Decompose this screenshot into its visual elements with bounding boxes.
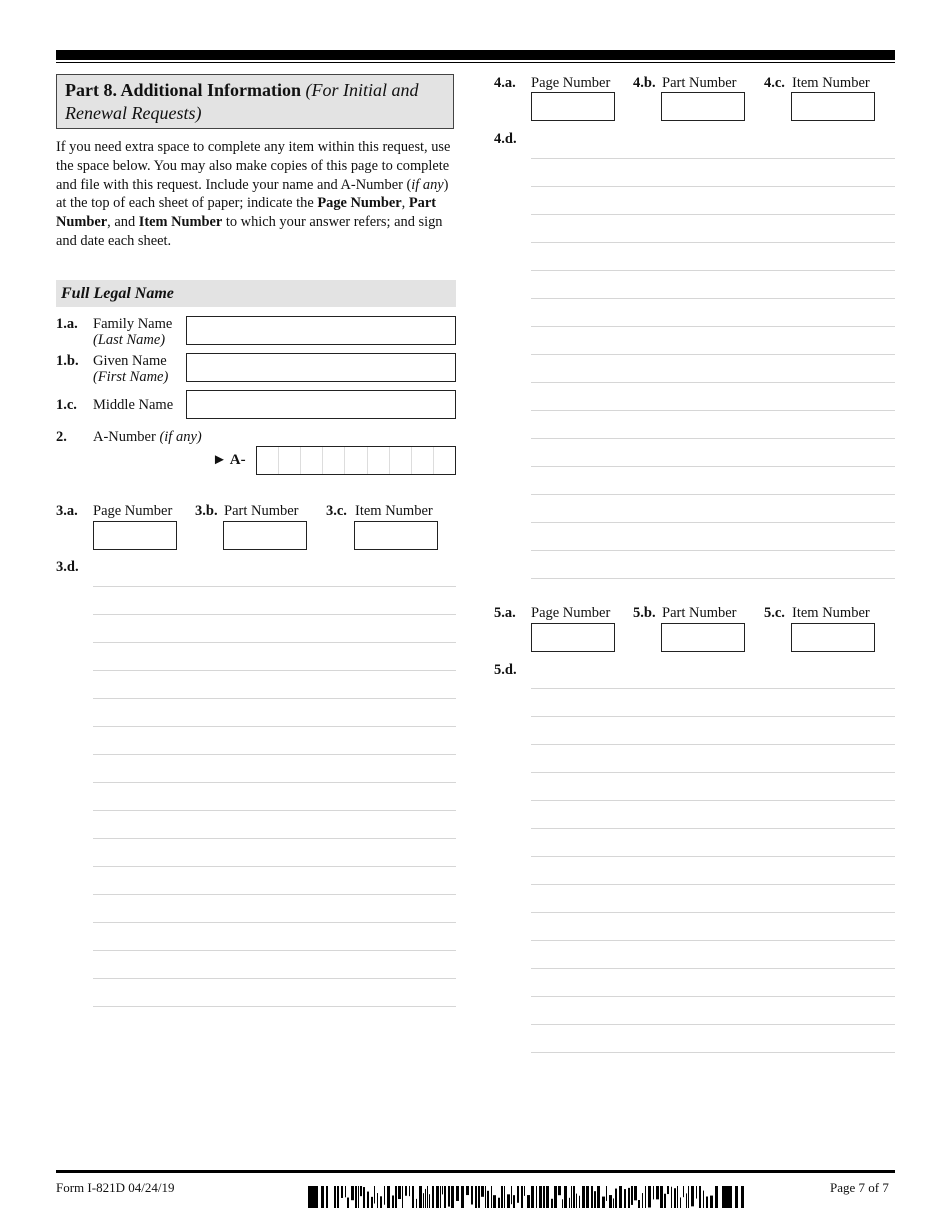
writing-line bbox=[531, 1024, 895, 1025]
item-number-1a: 1.a. bbox=[56, 316, 78, 332]
writing-line bbox=[93, 1006, 456, 1007]
intro-text-1: If you need extra space to complete any item within this request, use the space below. You may also make copies of this page to complete and file with this request. Include your name and A-Number ( bbox=[56, 139, 451, 193]
item-number-3c: 3.c. bbox=[326, 503, 347, 519]
part-number-label-5: Part Number bbox=[662, 605, 737, 621]
intro-if-any: if any bbox=[411, 176, 444, 193]
part-title bbox=[65, 79, 445, 125]
item-number-4c: 4.c. bbox=[764, 75, 785, 91]
item-number-5a: 5.a. bbox=[494, 605, 516, 621]
intro-item-number: Item Number bbox=[138, 214, 223, 231]
additional-info-lines-5[interactable] bbox=[531, 688, 895, 1058]
writing-line bbox=[531, 772, 895, 773]
intro-part-number: Part Number bbox=[56, 195, 437, 231]
item-number-1b: 1.b. bbox=[56, 353, 79, 369]
writing-line bbox=[531, 828, 895, 829]
writing-line bbox=[531, 270, 895, 271]
page-number-input-4[interactable] bbox=[531, 92, 615, 121]
item-number-3d: 3.d. bbox=[56, 559, 79, 575]
item-number-2: 2. bbox=[56, 429, 67, 445]
writing-line bbox=[531, 186, 895, 187]
family-name-input[interactable] bbox=[186, 316, 456, 345]
page-number-input-3[interactable] bbox=[93, 521, 177, 550]
writing-line bbox=[93, 726, 456, 727]
intro-text-3: to which your answer refers; and sign and date each sheet. bbox=[56, 214, 443, 249]
item-number-label-4: Item Number bbox=[792, 75, 870, 91]
page-number-label-5: Page Number bbox=[531, 605, 611, 621]
top-rule bbox=[56, 50, 895, 60]
writing-line bbox=[531, 578, 895, 579]
writing-line bbox=[531, 688, 895, 689]
part-number-label-3: Part Number bbox=[224, 503, 299, 519]
intro-comma-2: , and bbox=[107, 214, 139, 231]
writing-line bbox=[531, 800, 895, 801]
additional-info-lines-4[interactable] bbox=[531, 158, 895, 588]
writing-line bbox=[531, 298, 895, 299]
writing-line bbox=[93, 586, 456, 587]
a-number-label bbox=[93, 429, 202, 445]
page-number-input-5[interactable] bbox=[531, 623, 615, 652]
family-name-label-text: Family Name bbox=[93, 316, 173, 332]
writing-line bbox=[531, 968, 895, 969]
writing-line bbox=[93, 782, 456, 783]
writing-line bbox=[531, 242, 895, 243]
middle-name-input[interactable] bbox=[186, 390, 456, 419]
writing-line bbox=[531, 466, 895, 467]
part-number-input-5[interactable] bbox=[661, 623, 745, 652]
writing-line bbox=[531, 940, 895, 941]
part-number-label: Part 8. Additional Information bbox=[65, 80, 302, 100]
item-number-label-5: Item Number bbox=[792, 605, 870, 621]
a-number-sub: (if any) bbox=[159, 429, 202, 445]
part-header bbox=[56, 74, 454, 129]
item-number-input-3[interactable] bbox=[354, 521, 438, 550]
writing-line bbox=[531, 996, 895, 997]
writing-line bbox=[93, 838, 456, 839]
item-number-4b: 4.b. bbox=[633, 75, 656, 91]
item-number-5d: 5.d. bbox=[494, 662, 517, 678]
writing-line bbox=[531, 438, 895, 439]
writing-line bbox=[93, 698, 456, 699]
writing-line bbox=[531, 856, 895, 857]
writing-line bbox=[531, 158, 895, 159]
section-heading-full-legal-name: Full Legal Name bbox=[56, 280, 456, 307]
given-name-input[interactable] bbox=[186, 353, 456, 382]
writing-line bbox=[531, 494, 895, 495]
writing-line bbox=[93, 978, 456, 979]
writing-line bbox=[531, 382, 895, 383]
part-number-input-4[interactable] bbox=[661, 92, 745, 121]
middle-name-label: Middle Name bbox=[93, 397, 174, 413]
item-number-3a: 3.a. bbox=[56, 503, 78, 519]
writing-line bbox=[531, 1052, 895, 1053]
item-number-4d: 4.d. bbox=[494, 131, 517, 147]
writing-line bbox=[93, 670, 456, 671]
family-name-sub: (Last Name) bbox=[93, 332, 166, 348]
writing-line bbox=[93, 894, 456, 895]
given-name-sub: (First Name) bbox=[93, 369, 169, 385]
a-number-label-text: A-Number bbox=[93, 429, 156, 445]
form-id: Form I-821D 04/24/19 bbox=[56, 1180, 175, 1195]
item-number-1c: 1.c. bbox=[56, 397, 77, 413]
item-number-4a: 4.a. bbox=[494, 75, 516, 91]
intro-comma-1: , bbox=[401, 195, 409, 212]
item-number-3b: 3.b. bbox=[195, 503, 218, 519]
page-number-label-3: Page Number bbox=[93, 503, 173, 519]
writing-line bbox=[531, 214, 895, 215]
writing-line bbox=[93, 810, 456, 811]
writing-line bbox=[531, 410, 895, 411]
writing-line bbox=[531, 326, 895, 327]
writing-line bbox=[531, 550, 895, 551]
writing-line bbox=[531, 744, 895, 745]
writing-line bbox=[531, 884, 895, 885]
bottom-rule bbox=[56, 1170, 895, 1173]
intro-page-number: Page Number bbox=[317, 195, 402, 212]
a-number-prefix: ► A- bbox=[212, 452, 246, 468]
part-number-label-4: Part Number bbox=[662, 75, 737, 91]
item-number-label-3: Item Number bbox=[355, 503, 433, 519]
item-number-input-5[interactable] bbox=[791, 623, 875, 652]
given-name-label bbox=[93, 353, 168, 385]
writing-line bbox=[531, 354, 895, 355]
part-subtitle: (For Initial and Renewal Requests) bbox=[65, 80, 419, 123]
intro-text-2: ) at the top of each sheet of paper; indicate the bbox=[56, 176, 449, 212]
additional-info-lines-3[interactable] bbox=[93, 586, 456, 1016]
family-name-label bbox=[93, 316, 172, 348]
part-number-input-3[interactable] bbox=[223, 521, 307, 550]
writing-line bbox=[93, 614, 456, 615]
writing-line bbox=[93, 754, 456, 755]
item-number-5c: 5.c. bbox=[764, 605, 785, 621]
writing-line bbox=[93, 922, 456, 923]
writing-line bbox=[531, 912, 895, 913]
item-number-input-4[interactable] bbox=[791, 92, 875, 121]
item-number-5b: 5.b. bbox=[633, 605, 656, 621]
top-rule-thin bbox=[56, 62, 895, 63]
a-number-input[interactable] bbox=[256, 446, 456, 475]
writing-line bbox=[531, 522, 895, 523]
writing-line bbox=[93, 866, 456, 867]
given-name-label-text: Given Name bbox=[93, 353, 167, 369]
writing-line bbox=[93, 642, 456, 643]
barcode-icon bbox=[308, 1186, 744, 1208]
writing-line bbox=[531, 716, 895, 717]
instructions bbox=[56, 138, 456, 251]
writing-line bbox=[93, 950, 456, 951]
page-number-label-4: Page Number bbox=[531, 75, 611, 91]
page-indicator: Page 7 of 7 bbox=[830, 1180, 889, 1195]
